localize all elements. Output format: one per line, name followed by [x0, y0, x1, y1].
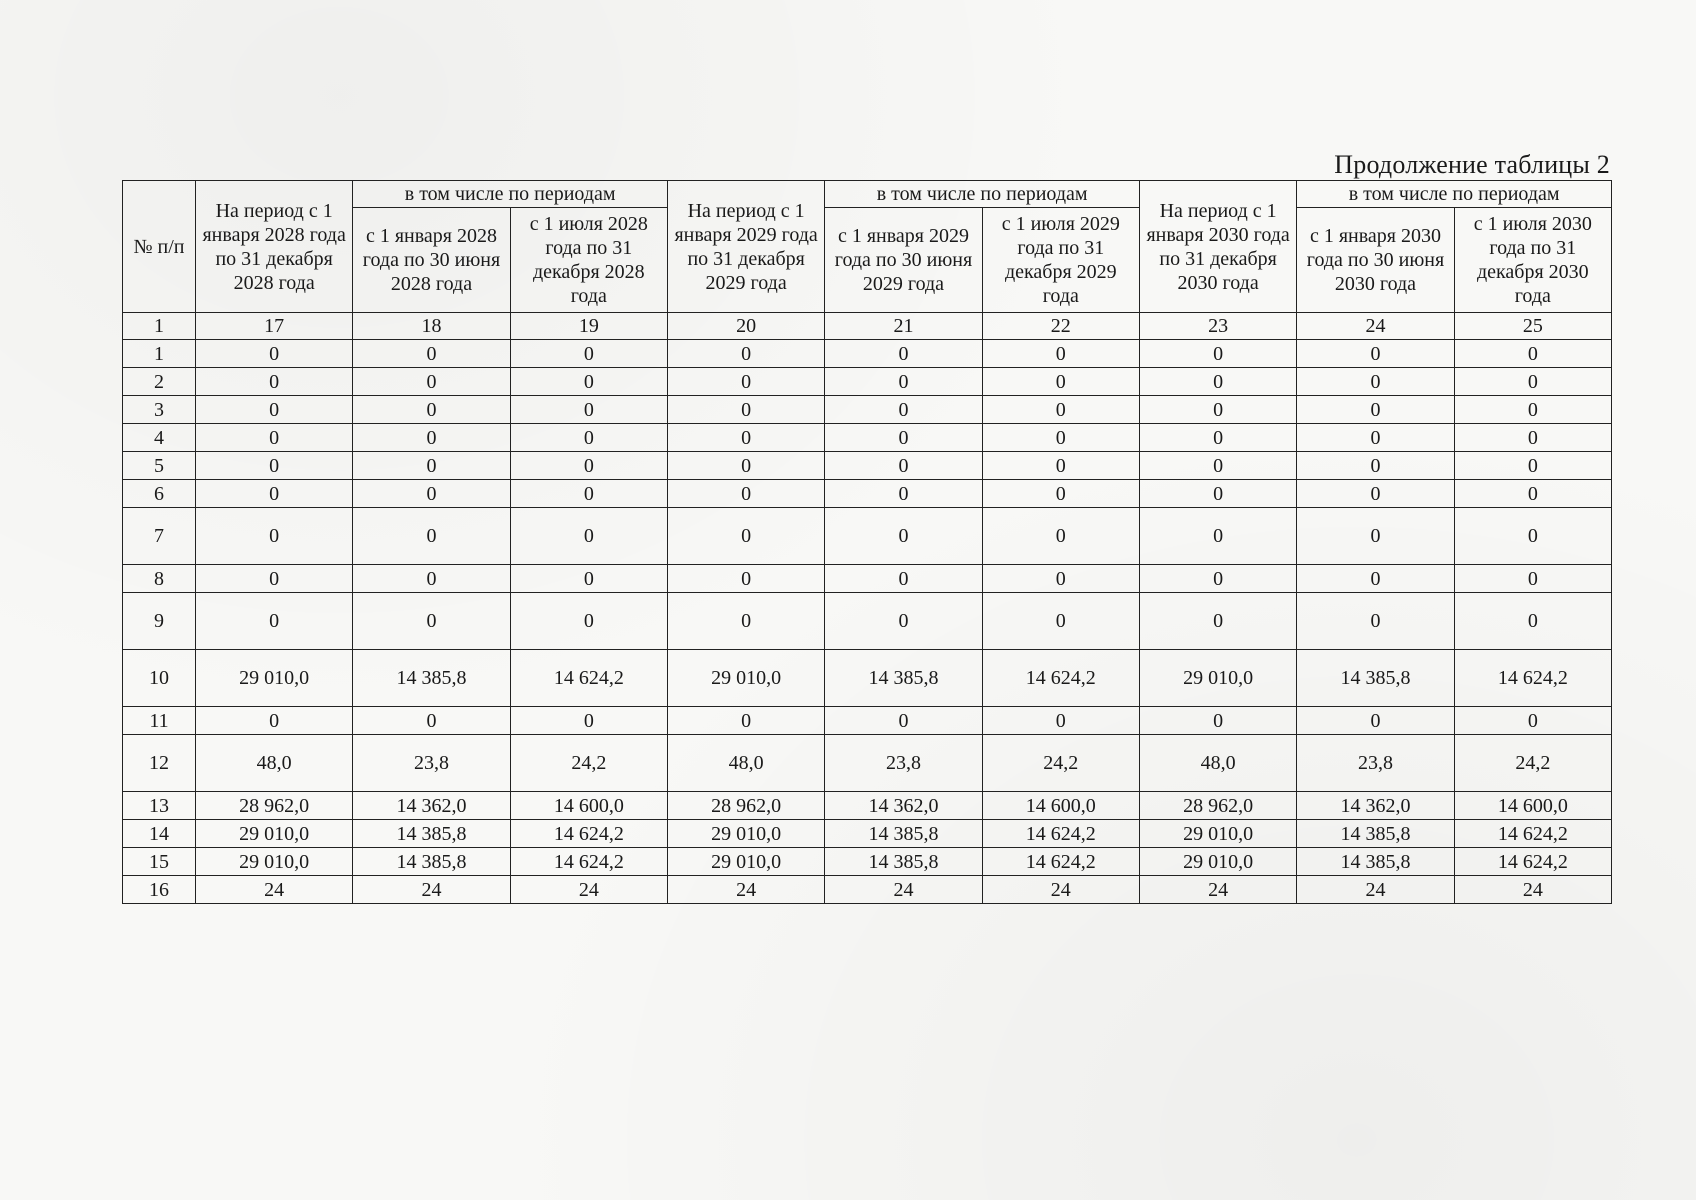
- table-cell: 0: [1297, 593, 1454, 650]
- row-number-cell: 9: [123, 593, 196, 650]
- table-cell: 0: [1139, 424, 1296, 452]
- header-subgroup-2029: в том числе по периодам: [825, 181, 1140, 208]
- table-cell: 14 624,2: [982, 650, 1139, 707]
- table-cell: 0: [825, 565, 982, 593]
- table-cell: 0: [353, 424, 510, 452]
- table-cell: 0: [982, 452, 1139, 480]
- table-cell: 24,2: [510, 735, 667, 792]
- table-cell: 14 600,0: [982, 792, 1139, 820]
- column-number: 19: [510, 313, 667, 340]
- header-first-half-2028: с 1 января 2028 года по 30 июня 2028 года: [353, 208, 510, 313]
- table-row: [123, 396, 1612, 424]
- table-row: [123, 707, 1612, 735]
- header-period-total-2028: На период с 1 января 2028 года по 31 декабря 2028 года: [196, 181, 353, 313]
- table-cell: 0: [1297, 508, 1454, 565]
- table-cell: 0: [667, 508, 824, 565]
- table-cell: 14 385,8: [825, 650, 982, 707]
- table-cell: 0: [353, 565, 510, 593]
- table-cell: 29 010,0: [196, 848, 353, 876]
- table-cell: 0: [1139, 396, 1296, 424]
- table-row: [123, 876, 1612, 904]
- table-cell: 24: [982, 876, 1139, 904]
- table-cell: 0: [1297, 396, 1454, 424]
- header-first-half-2030: с 1 января 2030 года по 30 июня 2030 года: [1297, 208, 1454, 313]
- row-number-cell: 15: [123, 848, 196, 876]
- header-second-half-2028: с 1 июля 2028 года по 31 декабря 2028 года: [510, 208, 667, 313]
- table-row: [123, 424, 1612, 452]
- row-number-cell: 16: [123, 876, 196, 904]
- table-cell: 0: [510, 593, 667, 650]
- column-number: 1: [123, 313, 196, 340]
- table-cell: 0: [667, 593, 824, 650]
- table-cell: 0: [1454, 480, 1611, 508]
- column-number: 23: [1139, 313, 1296, 340]
- table-cell: 0: [196, 508, 353, 565]
- table-cell: 0: [1454, 508, 1611, 565]
- header-subgroup-2030: в том числе по периодам: [1297, 181, 1612, 208]
- table-row: [123, 480, 1612, 508]
- table-cell: 0: [982, 340, 1139, 368]
- table-cell: 14 362,0: [825, 792, 982, 820]
- table-cell: 14 362,0: [1297, 792, 1454, 820]
- table-cell: 14 624,2: [982, 820, 1139, 848]
- table-cell: 0: [1139, 593, 1296, 650]
- column-number: 25: [1454, 313, 1611, 340]
- table-row: [123, 735, 1612, 792]
- table-cell: 0: [982, 508, 1139, 565]
- table-cell: 0: [1139, 707, 1296, 735]
- table-cell: 0: [982, 396, 1139, 424]
- column-number: 18: [353, 313, 510, 340]
- table-cell: 0: [510, 340, 667, 368]
- table-cell: 0: [510, 424, 667, 452]
- table-cell: 0: [1297, 424, 1454, 452]
- table-cell: 0: [1454, 396, 1611, 424]
- table-row: [123, 452, 1612, 480]
- table-cell: 24: [353, 876, 510, 904]
- table-cell: 0: [825, 424, 982, 452]
- table-cell: 0: [353, 480, 510, 508]
- table-cell: 0: [510, 565, 667, 593]
- table-header: [123, 181, 1612, 313]
- column-number-row: [123, 313, 1612, 340]
- table-cell: 0: [667, 565, 824, 593]
- table-cell: 23,8: [353, 735, 510, 792]
- table-cell: 0: [1454, 340, 1611, 368]
- table-row: [123, 820, 1612, 848]
- table-cell: 24: [510, 876, 667, 904]
- row-number-cell: 4: [123, 424, 196, 452]
- table-cell: 0: [196, 424, 353, 452]
- column-number: 20: [667, 313, 824, 340]
- table-cell: 0: [510, 452, 667, 480]
- row-number-cell: 6: [123, 480, 196, 508]
- table-cell: 29 010,0: [667, 650, 824, 707]
- table-cell: 24: [1297, 876, 1454, 904]
- table-cell: 24: [1454, 876, 1611, 904]
- table-cell: 0: [825, 340, 982, 368]
- table-cell: 0: [510, 368, 667, 396]
- table-cell: 48,0: [196, 735, 353, 792]
- table-cell: 0: [825, 508, 982, 565]
- table-cell: 0: [1139, 340, 1296, 368]
- table-cell: 29 010,0: [1139, 650, 1296, 707]
- table-cell: 0: [982, 480, 1139, 508]
- table-cell: 14 600,0: [510, 792, 667, 820]
- table-cell: 0: [982, 368, 1139, 396]
- table-cell: 0: [982, 593, 1139, 650]
- table-cell: 0: [825, 452, 982, 480]
- table-cell: 28 962,0: [196, 792, 353, 820]
- header-first-half-2029: с 1 января 2029 года по 30 июня 2029 года: [825, 208, 982, 313]
- table-cell: 14 385,8: [1297, 650, 1454, 707]
- table-cell: 0: [825, 368, 982, 396]
- table-cell: 0: [1139, 452, 1296, 480]
- table-cell: 0: [353, 340, 510, 368]
- table-cell: 29 010,0: [1139, 820, 1296, 848]
- row-number-cell: 8: [123, 565, 196, 593]
- table-cell: 0: [667, 424, 824, 452]
- table-cell: 23,8: [1297, 735, 1454, 792]
- row-number-cell: 10: [123, 650, 196, 707]
- table-cell: 0: [196, 340, 353, 368]
- table-cell: 14 624,2: [510, 650, 667, 707]
- table-cell: 14 624,2: [1454, 650, 1611, 707]
- table-cell: 0: [667, 368, 824, 396]
- table-cell: 0: [510, 396, 667, 424]
- table-cell: 0: [667, 396, 824, 424]
- table-cell: 24: [825, 876, 982, 904]
- table-cell: 29 010,0: [667, 848, 824, 876]
- table-cell: 0: [825, 480, 982, 508]
- row-number-cell: 7: [123, 508, 196, 565]
- table-cell: 14 600,0: [1454, 792, 1611, 820]
- table-cell: 14 385,8: [353, 820, 510, 848]
- row-number-cell: 14: [123, 820, 196, 848]
- table-cell: 0: [1297, 565, 1454, 593]
- table-cell: 14 624,2: [1454, 848, 1611, 876]
- table-cell: 0: [982, 424, 1139, 452]
- table-row: [123, 593, 1612, 650]
- table-cell: 48,0: [1139, 735, 1296, 792]
- table-cell: 0: [1297, 707, 1454, 735]
- table-cell: 28 962,0: [1139, 792, 1296, 820]
- table-cell: 14 385,8: [353, 650, 510, 707]
- table-cell: 0: [1139, 508, 1296, 565]
- table-row: [123, 508, 1612, 565]
- table-cell: 0: [196, 707, 353, 735]
- row-number-cell: 1: [123, 340, 196, 368]
- table-cell: 0: [667, 340, 824, 368]
- header-second-half-2030: с 1 июля 2030 года по 31 декабря 2030 года: [1454, 208, 1611, 313]
- column-number: 22: [982, 313, 1139, 340]
- column-number: 17: [196, 313, 353, 340]
- table-row: [123, 792, 1612, 820]
- table-cell: 0: [510, 480, 667, 508]
- table-cell: 14 385,8: [825, 820, 982, 848]
- table-row: [123, 650, 1612, 707]
- table-cell: 24: [196, 876, 353, 904]
- table-cell: 0: [982, 565, 1139, 593]
- table-cell: 0: [510, 707, 667, 735]
- table-row: [123, 340, 1612, 368]
- table-cell: 0: [1139, 368, 1296, 396]
- table-cell: 29 010,0: [196, 650, 353, 707]
- table-cell: 0: [353, 508, 510, 565]
- table-cell: 0: [1139, 565, 1296, 593]
- table-cell: 0: [1454, 565, 1611, 593]
- table-cell: 24,2: [1454, 735, 1611, 792]
- row-number-cell: 2: [123, 368, 196, 396]
- table-cell: 14 624,2: [510, 848, 667, 876]
- table-cell: 0: [1454, 707, 1611, 735]
- table-cell: 0: [667, 707, 824, 735]
- table-cell: 23,8: [825, 735, 982, 792]
- row-number-cell: 11: [123, 707, 196, 735]
- table-cell: 0: [196, 593, 353, 650]
- table-cell: 0: [510, 508, 667, 565]
- table-cell: 0: [196, 452, 353, 480]
- table-cell: 14 385,8: [353, 848, 510, 876]
- table-cell: 0: [1297, 368, 1454, 396]
- table-row: [123, 565, 1612, 593]
- table-cell: 29 010,0: [1139, 848, 1296, 876]
- table-cell: 24: [1139, 876, 1296, 904]
- table-cell: 0: [196, 368, 353, 396]
- table-cell: 0: [1297, 340, 1454, 368]
- header-subgroup-2028: в том числе по периодам: [353, 181, 668, 208]
- table-row: [123, 848, 1612, 876]
- row-number-cell: 3: [123, 396, 196, 424]
- table-cell: 0: [1454, 368, 1611, 396]
- table-row: [123, 368, 1612, 396]
- table-cell: 0: [353, 368, 510, 396]
- table-cell: 0: [196, 480, 353, 508]
- table-cell: 14 385,8: [825, 848, 982, 876]
- table-cell: 0: [825, 593, 982, 650]
- header-period-total-2030: На период с 1 января 2030 года по 31 декабря 2030 года: [1139, 181, 1296, 313]
- table-cell: 29 010,0: [196, 820, 353, 848]
- table-cell: 0: [1139, 480, 1296, 508]
- table-cell: 14 385,8: [1297, 820, 1454, 848]
- table-cell: 0: [353, 452, 510, 480]
- table-cell: 28 962,0: [667, 792, 824, 820]
- table-cell: 14 385,8: [1297, 848, 1454, 876]
- table-cell: 24: [667, 876, 824, 904]
- table-cell: 48,0: [667, 735, 824, 792]
- column-number: 21: [825, 313, 982, 340]
- table-cell: 14 624,2: [982, 848, 1139, 876]
- table-cell: 0: [667, 480, 824, 508]
- row-number-cell: 12: [123, 735, 196, 792]
- table-cell: 14 362,0: [353, 792, 510, 820]
- table-cell: 0: [196, 396, 353, 424]
- table-cell: 0: [1454, 424, 1611, 452]
- table-body: [123, 313, 1612, 904]
- table-cell: 0: [667, 452, 824, 480]
- table-cell: 14 624,2: [510, 820, 667, 848]
- table-cell: 0: [1454, 452, 1611, 480]
- table-cell: 0: [982, 707, 1139, 735]
- table-cell: 0: [353, 707, 510, 735]
- header-row-number: № п/п: [123, 181, 196, 313]
- table-cell: 0: [353, 593, 510, 650]
- table-caption: Продолжение таблицы 2: [1334, 150, 1610, 179]
- table-cell: 29 010,0: [667, 820, 824, 848]
- table-cell: 0: [1454, 593, 1611, 650]
- row-number-cell: 5: [123, 452, 196, 480]
- table-cell: 0: [1297, 452, 1454, 480]
- table-cell: 24,2: [982, 735, 1139, 792]
- table-cell: 0: [196, 565, 353, 593]
- row-number-cell: 13: [123, 792, 196, 820]
- table-cell: 0: [1297, 480, 1454, 508]
- table-cell: 0: [825, 396, 982, 424]
- column-number: 24: [1297, 313, 1454, 340]
- table-cell: 0: [353, 396, 510, 424]
- header-period-total-2029: На период с 1 января 2029 года по 31 декабря 2029 года: [667, 181, 824, 313]
- table-cell: 14 624,2: [1454, 820, 1611, 848]
- table-cell: 0: [825, 707, 982, 735]
- header-second-half-2029: с 1 июля 2029 года по 31 декабря 2029 года: [982, 208, 1139, 313]
- data-table: [122, 180, 1612, 904]
